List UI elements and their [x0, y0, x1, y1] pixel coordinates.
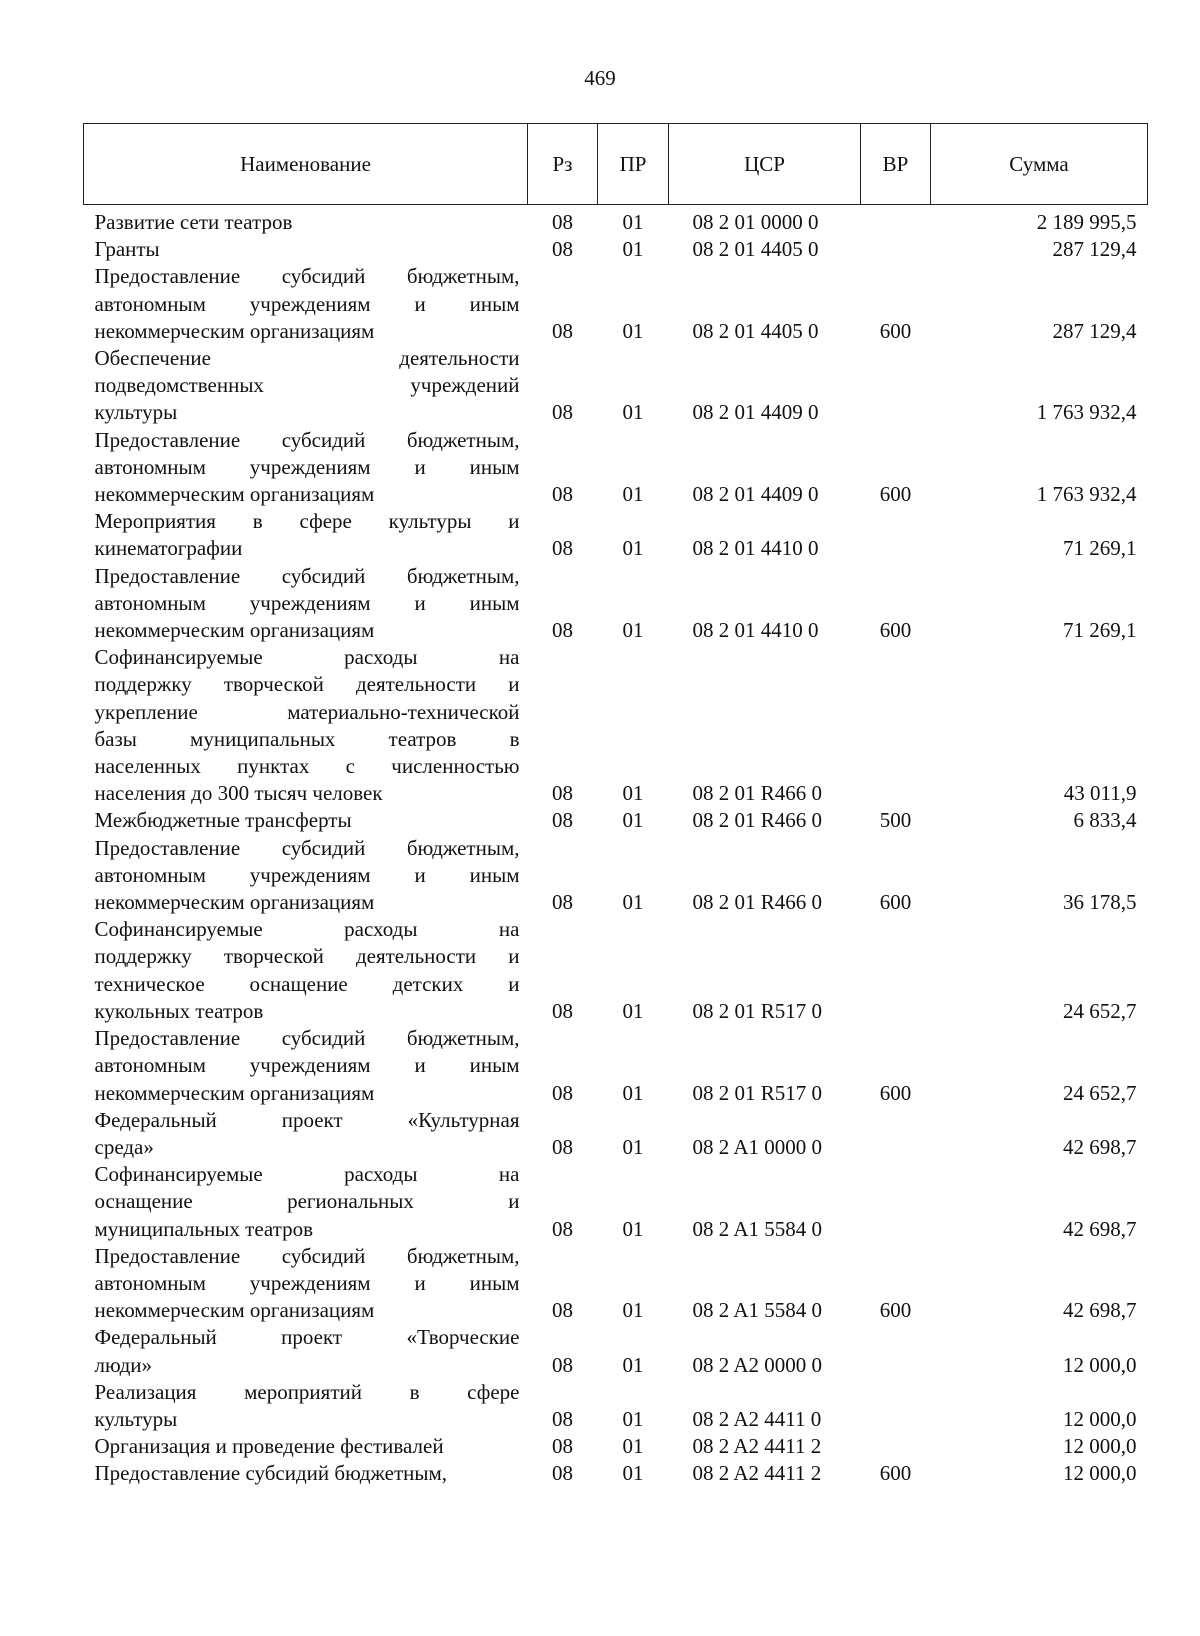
cell-name: [84, 1243, 528, 1325]
name-line: некоммерческим организациям: [94, 318, 375, 343]
name-line: некоммерческим организациям: [94, 618, 375, 643]
header-row: [84, 124, 1148, 205]
cell-name: [84, 563, 528, 645]
table-row: [84, 563, 1148, 645]
cell-csr: 08 2 01 R466 0: [692, 781, 823, 806]
cell-pr: 01: [622, 1406, 644, 1431]
cell-pr: 01: [622, 1134, 644, 1159]
cell-sum: 1 763 932,4: [1036, 400, 1137, 425]
cell-sum: 12 000,0: [1063, 1406, 1137, 1431]
cell-name: [84, 835, 528, 917]
cell-sum: 12 000,0: [1063, 1352, 1137, 1377]
cell-pr: 01: [622, 210, 644, 234]
cell-vr: 600: [879, 318, 912, 343]
name-line: муниципальных театров: [94, 1216, 314, 1241]
name-line: кинематографии: [94, 536, 243, 561]
cell-csr: 08 2 01 4410 0: [692, 536, 819, 561]
cell-csr: 08 2 A2 4411 2: [692, 1434, 822, 1459]
cell-vr: 500: [879, 808, 912, 833]
cell-pr: 01: [622, 536, 644, 561]
name-line: люди»: [94, 1352, 153, 1377]
cell-name: [84, 427, 528, 509]
name-line: автономным учреждениям и иным: [94, 862, 520, 887]
cell-pr: 01: [622, 998, 644, 1023]
table-row: [84, 1324, 1148, 1378]
header-pr: ПР: [598, 124, 669, 205]
name-line: культуры: [94, 1406, 178, 1431]
cell-name: [84, 1433, 528, 1460]
cell-csr: 08 2 01 4410 0: [692, 618, 819, 643]
cell-sum: 1 763 932,4: [1036, 482, 1137, 507]
name-line: Софинансируемые расходы на: [94, 917, 520, 942]
name-line: Организация и проведение фестивалей: [94, 1434, 444, 1459]
cell-sum: 6 833,4: [1073, 808, 1137, 833]
cell-rz: 08: [552, 1216, 573, 1241]
cell-csr: 08 2 A1 0000 0: [692, 1134, 823, 1159]
cell-pr: 01: [622, 1298, 644, 1323]
cell-rz: 08: [552, 1298, 573, 1323]
table-row: [84, 236, 1148, 263]
cell-pr: 01: [622, 482, 644, 507]
cell-sum: 36 178,5: [1063, 890, 1137, 915]
cell-name: [84, 1161, 528, 1243]
cell-csr: 08 2 01 R466 0: [692, 890, 823, 915]
cell-rz: 08: [552, 400, 573, 425]
cell-name: [84, 916, 528, 1025]
name-line: укрепление материально-технической: [94, 699, 520, 724]
table-row: [84, 835, 1148, 917]
cell-csr: 08 2 01 4409 0: [692, 482, 819, 507]
name-line: Предоставление субсидий бюджетным,: [94, 427, 520, 452]
name-line: населенных пунктах с численностью: [94, 754, 520, 779]
cell-name: [84, 508, 528, 562]
cell-rz: 08: [552, 318, 573, 343]
table-row: [84, 427, 1148, 509]
cell-pr: 01: [622, 618, 644, 643]
cell-sum: 71 269,1: [1063, 618, 1137, 643]
table-row: [84, 1379, 1148, 1433]
cell-rz: 08: [552, 1406, 573, 1431]
cell-pr: 01: [622, 1461, 644, 1486]
header-csr: ЦСР: [669, 124, 861, 205]
name-line: автономным учреждениям и иным: [94, 590, 520, 615]
name-line: базы муниципальных театров в: [94, 726, 520, 751]
budget-table: [83, 123, 1148, 1488]
cell-csr: 08 2 A2 4411 0: [692, 1406, 822, 1431]
name-line: поддержку творческой деятельности и: [94, 944, 520, 969]
cell-name: [84, 1379, 528, 1433]
cell-rz: 08: [552, 998, 573, 1023]
cell-rz: 08: [552, 808, 573, 833]
cell-vr: [861, 1107, 931, 1161]
name-line: населения до 300 тысяч человек: [94, 781, 383, 806]
table-row: [84, 644, 1148, 807]
cell-csr: 08 2 01 4409 0: [692, 400, 819, 425]
cell-csr: 08 2 01 4405 0: [692, 237, 819, 262]
name-line: Межбюджетные трансферты: [94, 808, 352, 833]
cell-pr: 01: [622, 1080, 644, 1105]
name-line: некоммерческим организациям: [94, 1298, 375, 1323]
name-line: Софинансируемые расходы на: [94, 645, 520, 670]
table-row: [84, 263, 1148, 345]
name-line: автономным учреждениям и иным: [94, 454, 520, 479]
name-line: Федеральный проект «Творческие: [94, 1325, 520, 1350]
cell-name: [84, 644, 528, 807]
cell-pr: 01: [622, 781, 644, 806]
cell-rz: 08: [552, 237, 573, 262]
cell-name: [84, 807, 528, 834]
table-row: [84, 1433, 1148, 1460]
cell-pr: 01: [622, 400, 644, 425]
name-line: Предоставление субсидий бюджетным,: [94, 1461, 448, 1486]
cell-vr: [861, 205, 931, 237]
cell-sum: 42 698,7: [1063, 1134, 1137, 1159]
name-line: Реализация мероприятий в сфере: [94, 1379, 520, 1404]
name-line: автономным учреждениям и иным: [94, 1270, 520, 1295]
cell-rz: 08: [552, 1352, 573, 1377]
name-line: Предоставление субсидий бюджетным,: [94, 1026, 520, 1051]
cell-vr: [861, 345, 931, 427]
cell-sum: 71 269,1: [1063, 536, 1137, 561]
table-row: [84, 1460, 1148, 1487]
cell-pr: 01: [622, 318, 644, 343]
name-line: Обеспечение деятельности: [94, 346, 520, 371]
cell-name: [84, 1324, 528, 1378]
cell-rz: 08: [552, 618, 573, 643]
cell-rz: 08: [552, 536, 573, 561]
cell-csr: 08 2 01 0000 0: [692, 210, 819, 234]
table-row: [84, 807, 1148, 834]
cell-sum: 12 000,0: [1063, 1461, 1137, 1486]
cell-vr: [861, 1324, 931, 1378]
cell-csr: 08 2 01 R517 0: [692, 1080, 823, 1105]
header-vr: ВР: [861, 124, 931, 205]
name-line: поддержку творческой деятельности и: [94, 672, 520, 697]
name-line: некоммерческим организациям: [94, 482, 375, 507]
name-line: культуры: [94, 400, 178, 425]
cell-name: [84, 205, 528, 237]
name-line: Мероприятия в сфере культуры и: [94, 509, 520, 534]
cell-sum: 12 000,0: [1063, 1434, 1137, 1459]
cell-sum: 287 129,4: [1052, 318, 1137, 343]
cell-sum: 43 011,9: [1063, 781, 1137, 806]
table-row: [84, 345, 1148, 427]
cell-name: [84, 1025, 528, 1107]
table-row: [84, 916, 1148, 1025]
cell-rz: 08: [552, 781, 573, 806]
cell-name: [84, 1107, 528, 1161]
table-row: [84, 508, 1148, 562]
cell-vr: [861, 236, 931, 263]
cell-pr: 01: [622, 808, 644, 833]
cell-sum: 42 698,7: [1063, 1216, 1137, 1241]
cell-vr: [861, 508, 931, 562]
name-line: Софинансируемые расходы на: [94, 1162, 520, 1187]
cell-vr: 600: [879, 618, 912, 643]
name-line: Предоставление субсидий бюджетным,: [94, 1243, 520, 1268]
table-row: [84, 1025, 1148, 1107]
cell-csr: 08 2 01 4405 0: [692, 318, 819, 343]
name-line: Федеральный проект «Культурная: [94, 1107, 520, 1132]
table-body: [84, 205, 1148, 1488]
name-line: некоммерческим организациям: [94, 1080, 375, 1105]
cell-sum: 42 698,7: [1063, 1298, 1137, 1323]
cell-pr: 01: [622, 890, 644, 915]
cell-rz: 08: [552, 1461, 573, 1486]
cell-vr: 600: [879, 1298, 912, 1323]
cell-vr: [861, 1433, 931, 1460]
name-line: Предоставление субсидий бюджетным,: [94, 835, 520, 860]
table-row: [84, 1107, 1148, 1161]
name-line: техническое оснащение детских и: [94, 971, 520, 996]
cell-csr: 08 2 A1 5584 0: [692, 1298, 823, 1323]
cell-vr: 600: [879, 1461, 912, 1486]
cell-vr: [861, 644, 931, 807]
cell-name: [84, 263, 528, 345]
cell-csr: 08 2 01 R517 0: [692, 998, 823, 1023]
table-header: [84, 124, 1148, 205]
cell-csr: 08 2 01 R466 0: [692, 808, 823, 833]
cell-vr: 600: [879, 1080, 912, 1105]
cell-name: [84, 1460, 528, 1487]
cell-sum: 287 129,4: [1052, 237, 1137, 262]
cell-sum: 24 652,7: [1063, 998, 1137, 1023]
name-line: автономным учреждениям и иным: [94, 1053, 520, 1078]
name-line: Предоставление субсидий бюджетным,: [94, 563, 520, 588]
cell-name: [84, 236, 528, 263]
cell-csr: 08 2 A1 5584 0: [692, 1216, 823, 1241]
cell-pr: 01: [622, 1352, 644, 1377]
cell-vr: [861, 916, 931, 1025]
name-line: Предоставление субсидий бюджетным,: [94, 264, 520, 289]
cell-sum: 2 189 995,5: [1036, 210, 1137, 234]
header-rz: Рз: [528, 124, 598, 205]
cell-vr: 600: [879, 890, 912, 915]
cell-vr: [861, 1161, 931, 1243]
cell-vr: 600: [879, 482, 912, 507]
cell-pr: 01: [622, 1434, 644, 1459]
name-line: Гранты: [94, 237, 160, 262]
cell-sum: 24 652,7: [1063, 1080, 1137, 1105]
name-line: кукольных театров: [94, 998, 264, 1023]
cell-name: [84, 345, 528, 427]
table-row: [84, 1161, 1148, 1243]
name-line: автономным учреждениям и иным: [94, 291, 520, 316]
cell-rz: 08: [552, 210, 573, 234]
name-line: оснащение региональных и: [94, 1189, 520, 1214]
cell-rz: 08: [552, 890, 573, 915]
header-sum: Сумма: [931, 124, 1148, 205]
header-name: Наименование: [84, 124, 528, 205]
cell-csr: 08 2 A2 4411 2: [692, 1461, 822, 1486]
cell-rz: 08: [552, 1080, 573, 1105]
cell-vr: [861, 1379, 931, 1433]
table-row: [84, 1243, 1148, 1325]
cell-rz: 08: [552, 1434, 573, 1459]
cell-pr: 01: [622, 1216, 644, 1241]
cell-csr: 08 2 A2 0000 0: [692, 1352, 823, 1377]
name-line: среда»: [94, 1134, 154, 1159]
cell-rz: 08: [552, 1134, 573, 1159]
cell-pr: 01: [622, 237, 644, 262]
name-line: подведомственных учреждений: [94, 373, 520, 398]
table-row: [84, 205, 1148, 237]
name-line: Развитие сети театров: [94, 210, 293, 234]
page-number: 469: [584, 66, 616, 90]
cell-rz: 08: [552, 482, 573, 507]
name-line: некоммерческим организациям: [94, 890, 375, 915]
